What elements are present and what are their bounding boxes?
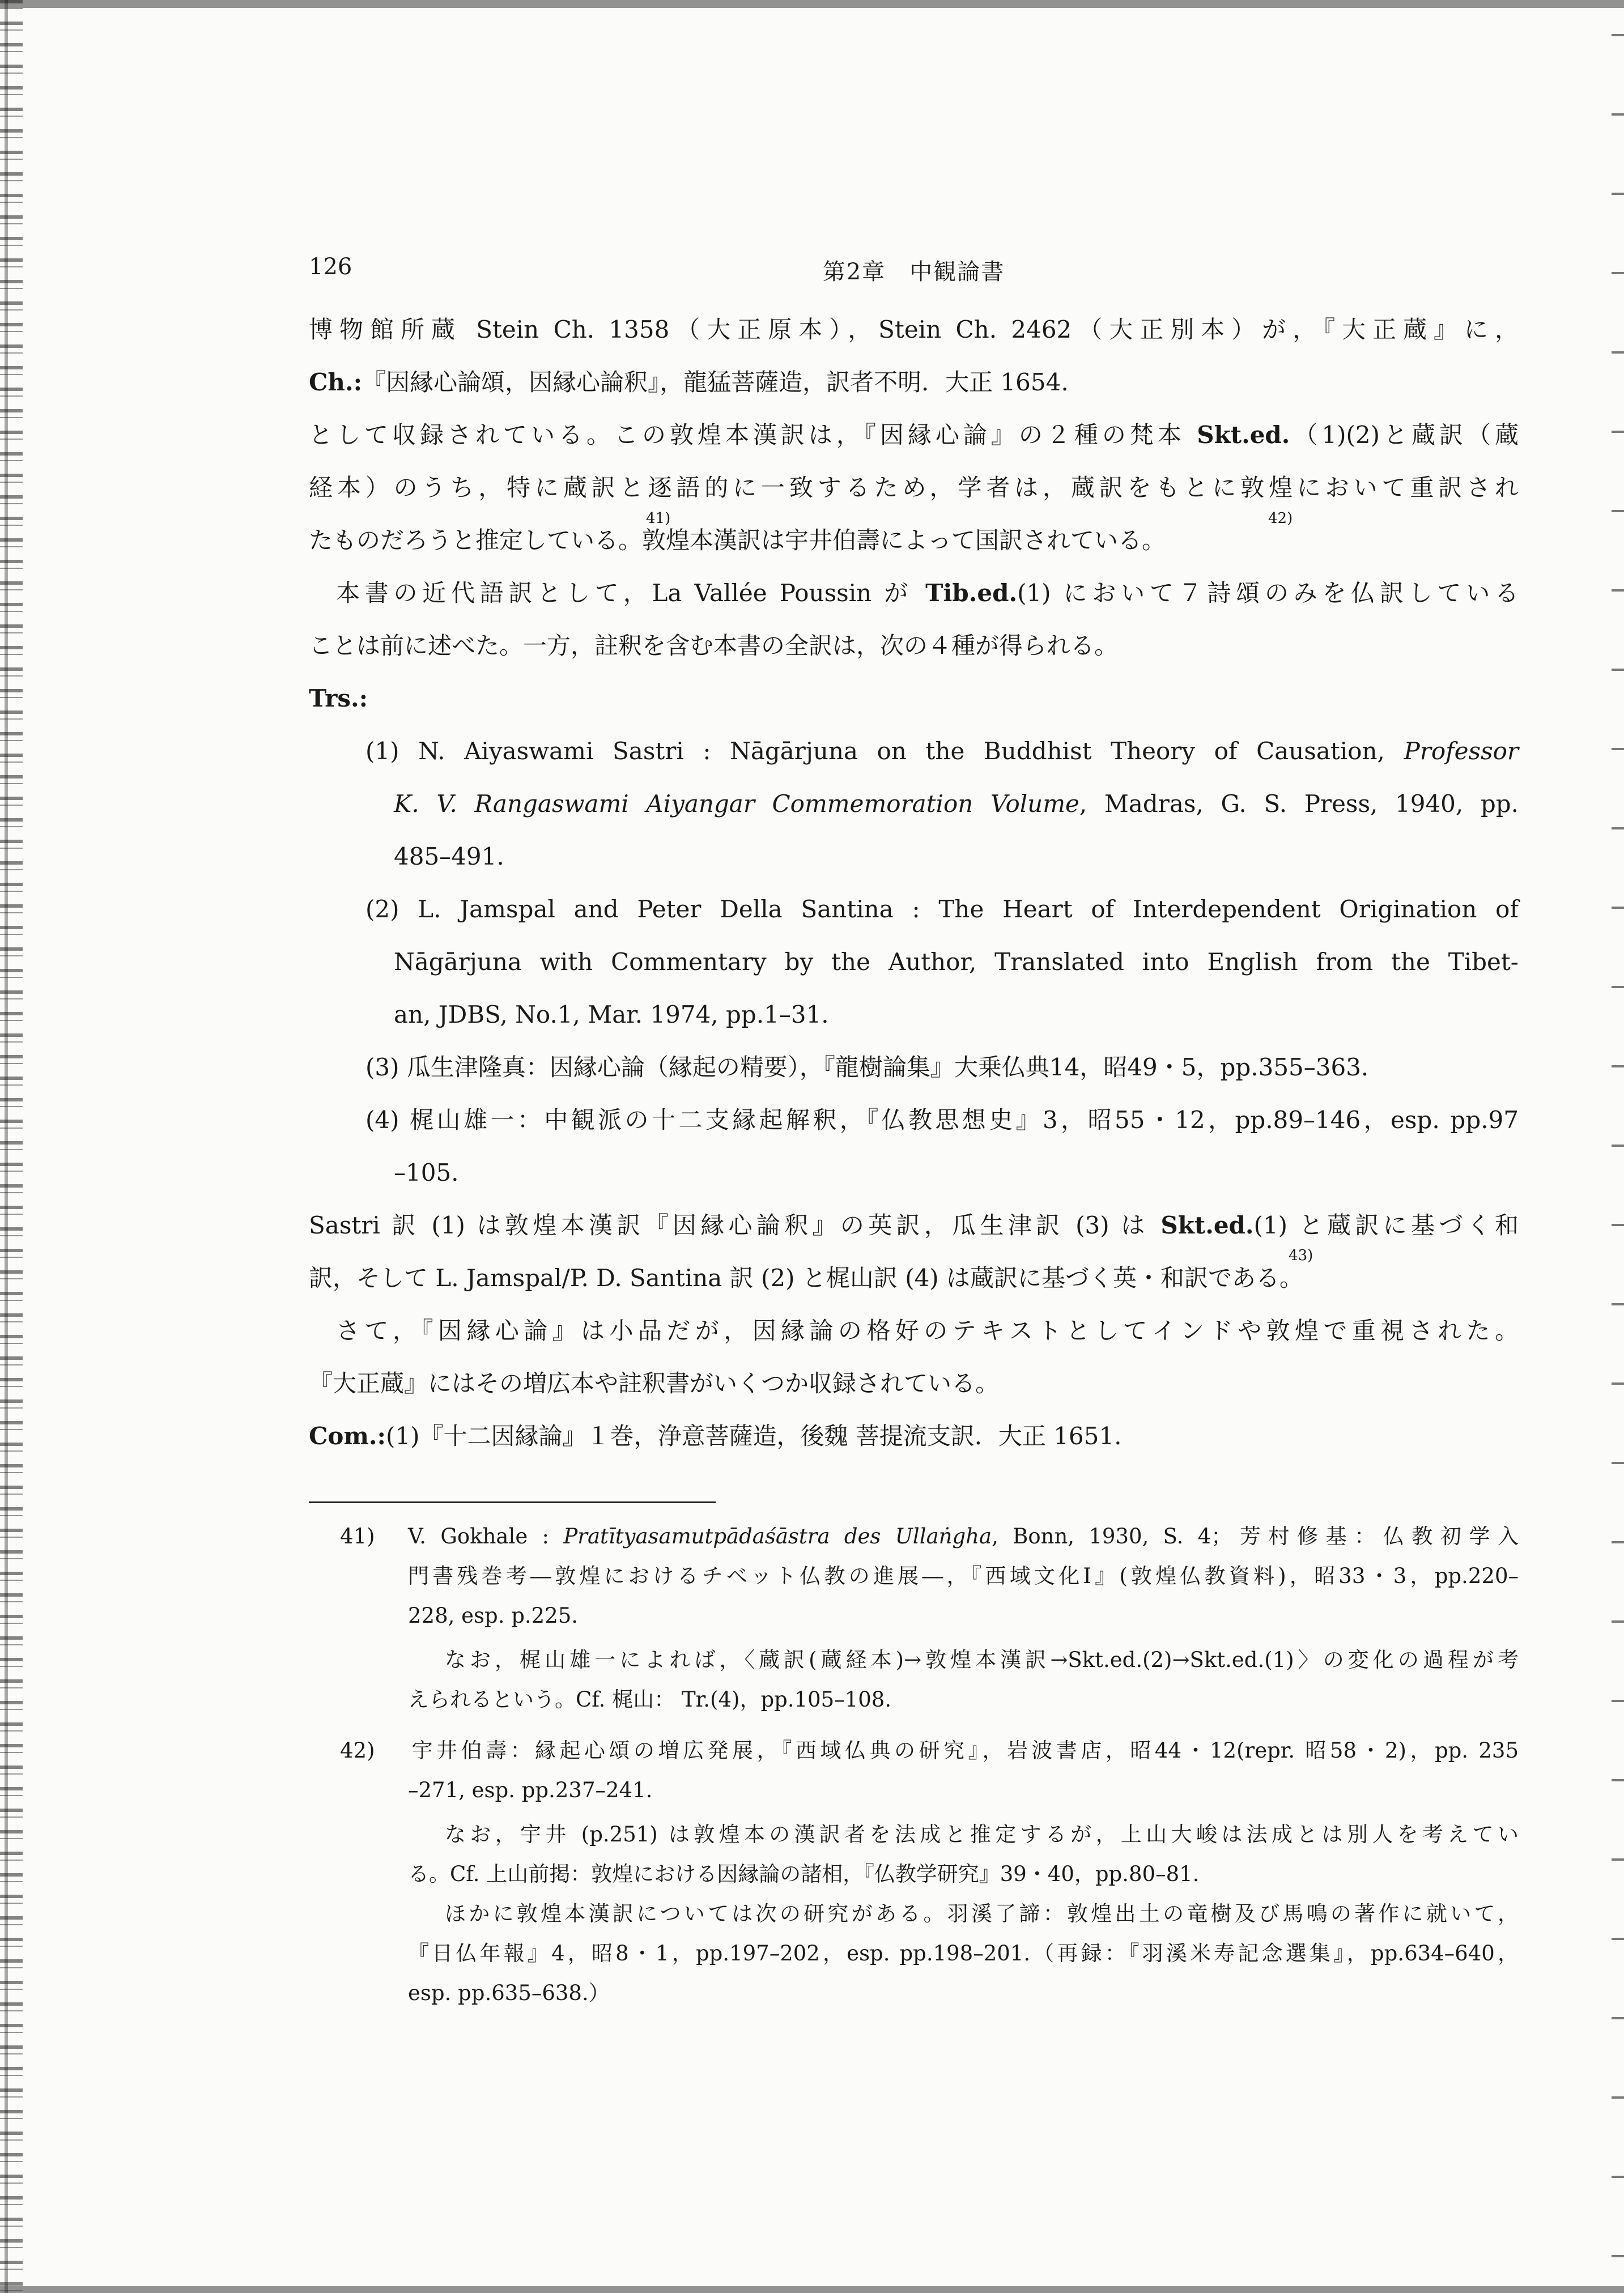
translation-item: (3) 瓜生津隆真：因縁心論（縁起の精要），『龍樹論集』大乗仏典14，昭49・5，pp.355–363. (365, 1053, 1369, 1081)
skt-label: Skt.ed. (1160, 1211, 1254, 1239)
translation-item-cont: an, JDBS, No.1, Mar. 1974, pp.1–31. (394, 1001, 829, 1028)
footnote-line: –271, esp. pp.237–241. (408, 1778, 653, 1802)
translation-item-cont: K. V. Rangaswami Aiyangar Commemoration Volume, Madras, G. S. Press, 1940, pp. (394, 790, 1519, 818)
body-line-citation: Ch.:『因縁心論頌，因縁心論釈』，龍猛菩薩造，訳者不明．大正 1654. (309, 368, 1069, 396)
com-label: Com.: (309, 1422, 386, 1450)
body-line: 『大正蔵』にはその増広本や註釈書がいくつか収録されている。 (309, 1369, 1000, 1397)
body-line: として収録されている。この敦煌本漢訳は，『因縁心論』の２種の梵本 Skt.ed.（1)(2)と蔵訳（蔵 (309, 421, 1519, 449)
scan-border-left-shadow (5, 0, 8, 2293)
tib-label: Tib.ed. (925, 579, 1018, 607)
body-line: 本書の近代語訳として，La Vallée Poussin が Tib.ed.(1) において７詩頌のみを仏訳している (336, 579, 1519, 607)
main-text (309, 303, 1519, 1462)
footnote-line: esp. pp.635–638.） (408, 1981, 610, 2005)
body-line: 訳，そして L. Jamspal/P. D. Santina 訳 (2) と梶山訳 (4) は蔵訳に基づく英・和訳である。$^{43)}$ (309, 1247, 1313, 1292)
footnote-line: なお，宇井 (p.251) は敦煌本の漢訳者を法成と推定するが，上山大峻は法成とは別人を考えてい (445, 1822, 1519, 1847)
footnote-line: なお，梶山雄一によれば，〈蔵訳(蔵経本)→敦煌本漢訳→Skt.ed.(2)→Skt.ed.(1)〉の変化の過程が考 (445, 1648, 1519, 1672)
footnotes (340, 1517, 1519, 2013)
scan-border-bottom (0, 2286, 1624, 2293)
footnote-line: 『日仏年報』4，昭8・1，pp.197–202，esp. pp.198–201.（再録：『羽溪米寿記念選集』，pp.634–640， (408, 1941, 1519, 1966)
footnote-ref-41: 41) (646, 510, 671, 527)
scan-border-top (0, 0, 1624, 8)
body-line: たものだろうと推定している。敦煌本漢訳は宇井伯壽によって国訳されている。 (309, 526, 1166, 554)
body-line: ことは前に述べた。一方，註釈を含む本書の全訳は，次の４種が得られる。 (309, 632, 1119, 660)
footnote-ref-42: 42) (1268, 510, 1293, 527)
trs-label: Trs.: (309, 684, 368, 712)
footnote-42: 42) 宇井伯壽：縁起心頌の増広発展，『西域仏典の研究』，岩波書店，昭44・12(repr. 昭58・2)，pp. 235 (340, 1738, 1519, 1763)
body-line-citation: Com.:(1)『十二因縁論』１巻，浄意菩薩造，後魏 菩提流支訳．大正 1651. (309, 1422, 1122, 1450)
footnote-line: 228, esp. p.225. (408, 1603, 579, 1628)
body-line: 博物館所蔵 Stein Ch. 1358（大正原本），Stein Ch. 2462（大正別本）が，『大正蔵』に， (309, 316, 1519, 343)
translation-item-cont: 485–491. (394, 843, 504, 870)
translation-item: (2) L. Jamspal and Peter Della Santina : The Heart of Interdependent Origination of (365, 895, 1519, 923)
ch-label: Ch.: (309, 368, 363, 396)
scan-border-left (0, 0, 23, 2293)
translation-item: (4) 梶山雄一：中観派の十二支縁起解釈，『仏教思想史』3，昭55・12，pp.89–146，esp. pp.97 (365, 1106, 1519, 1134)
footnote-rule (309, 1501, 716, 1503)
translation-item-cont: Nāgārjuna with Commentary by the Author, Translated into English from the Tibet- (394, 948, 1519, 976)
footnote-41: 41) V. Gokhale : Pratītyasamutpādaśāstra des Ullaṅgha, Bonn, 1930, S. 4；芳村修基：仏教初学入 (340, 1524, 1519, 1548)
scan-border-right (1612, 0, 1624, 2293)
footnote-line: えられるという。Cf. 梶山： Tr.(4)，pp.105–108. (408, 1687, 892, 1712)
translation-item: (1) N. Aiyaswami Sastri : Nāgārjuna on the Buddhist Theory of Causation, Professor (365, 737, 1519, 765)
body-line: Sastri 訳 (1) は敦煌本漢訳『因縁心論釈』の英訳，瓜生津訳 (3) は Skt.ed.(1) と蔵訳に基づく和 (309, 1211, 1519, 1239)
page-header (309, 254, 1519, 288)
skt-label: Skt.ed. (1197, 421, 1290, 449)
translation-item-cont: –105. (394, 1159, 459, 1186)
footnote-line: 門書残巻考―敦煌におけるチベット仏教の進展―，『西域文化Ⅰ』(敦煌仏教資料)，昭33・3，pp.220– (408, 1564, 1519, 1588)
body-line: 経本）のうち，特に蔵訳と逐語的に一致するため，学者は，蔵訳をもとに敦煌において重訳され (309, 474, 1519, 501)
body-line: さて，『因縁心論』は小品だが，因縁論の格好のテキストとしてインドや敦煌で重視された。 (336, 1317, 1519, 1345)
running-head: 第2章 中観論書 (822, 259, 1005, 285)
page-number: 126 (309, 254, 352, 280)
footnote-line: る。Cf. 上山前掲：敦煌における因縁論の諸相，『仏教学研究』39・40，pp.80–81. (408, 1862, 1200, 1886)
footnote-line: ほかに敦煌本漢訳については次の研究がある。羽溪了諦：敦煌出土の竜樹及び馬鳴の著作に就いて， (445, 1901, 1519, 1926)
